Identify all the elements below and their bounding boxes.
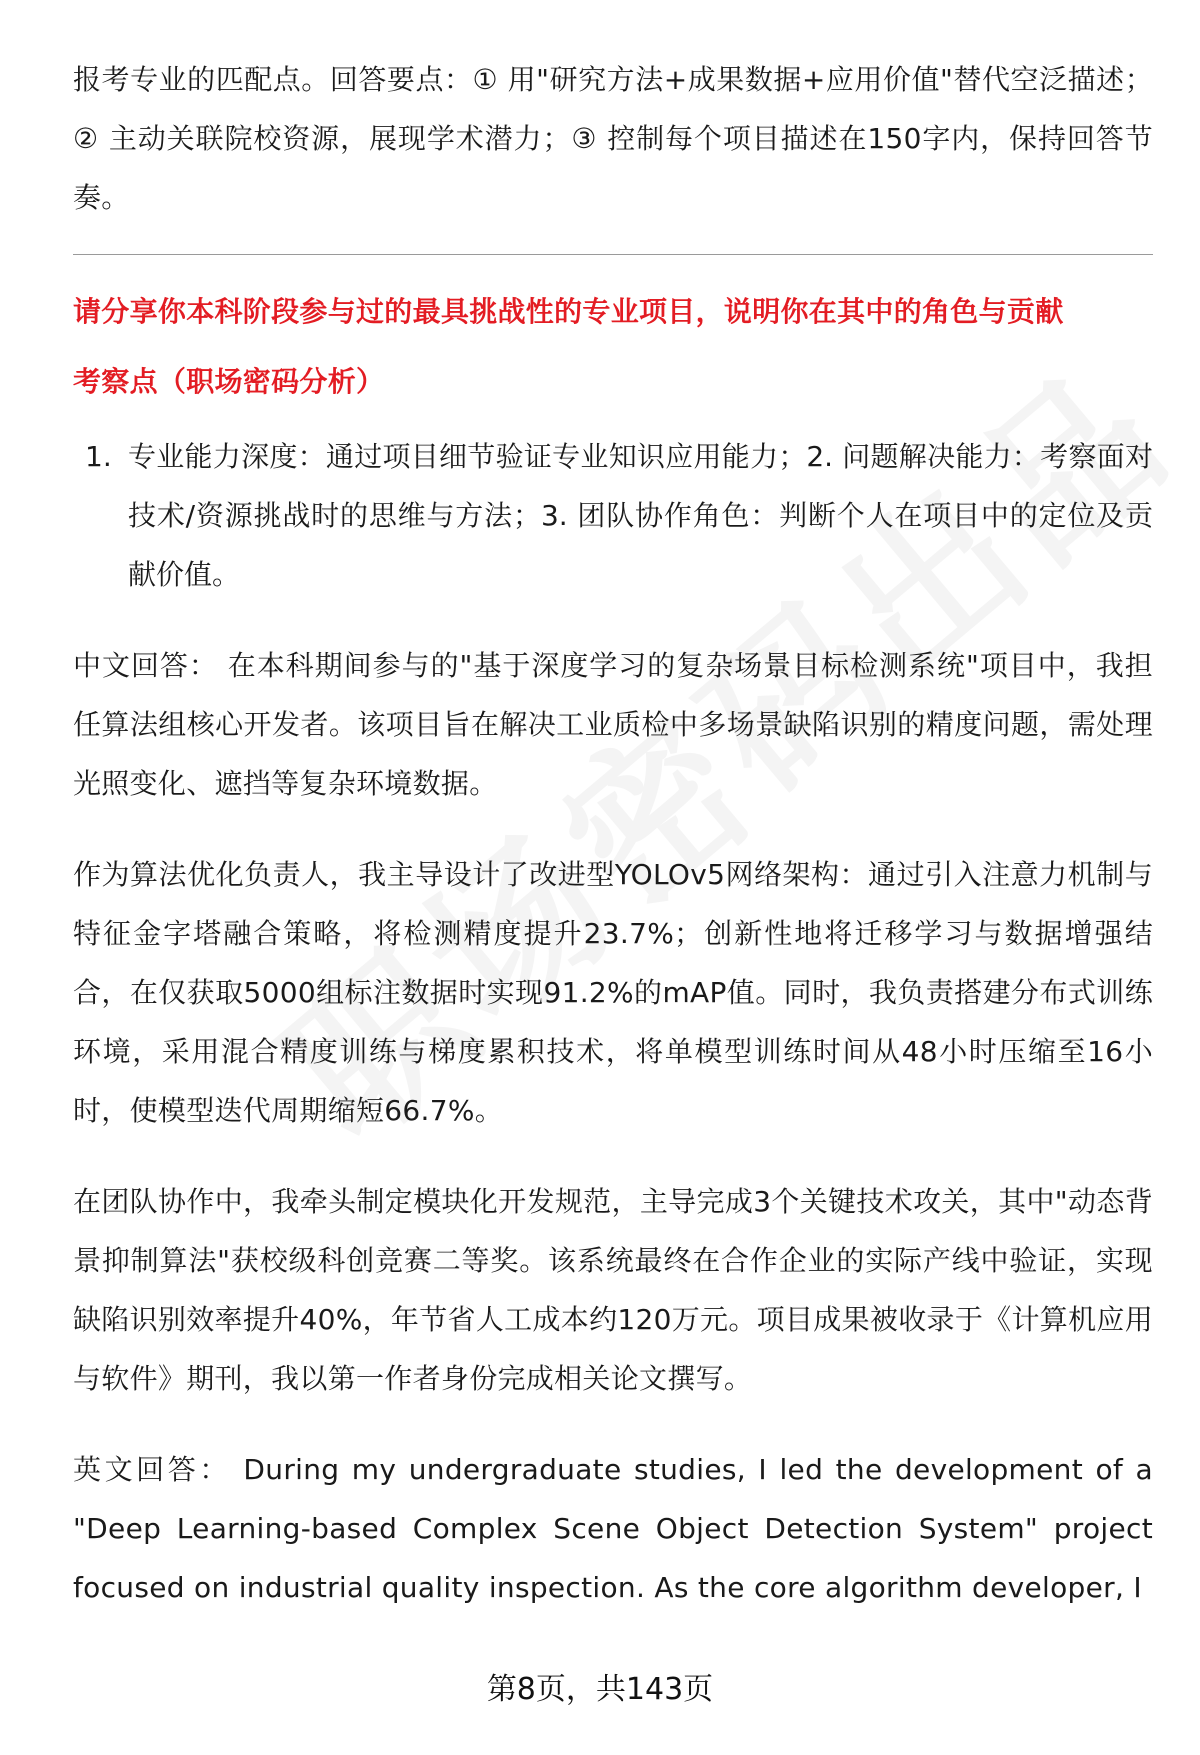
chinese-answer-paragraph-2: 作为算法优化负责人，我主导设计了改进型YOLOv5网络架构：通过引入注意力机制与特征金字塔融合策略，将检测精度提升23.7%；创新性地将迁移学习与数据增强结合，在仅获取5000组标注数据时实现91.2%的mAP值。同时，我负责搭建分布式训练环境，采用混合精度训练与梯度累积技术，将单模型训练时间从48小时压缩至16小时，使模型迭代周期缩短66.7%。 xyxy=(73,858,1153,1127)
page-number: 第8页，共143页 xyxy=(486,1672,714,1707)
question-title: 请分享你本科阶段参与过的最具挑战性的专业项目，说明你在其中的角色与贡献 xyxy=(73,295,1064,328)
list-item xyxy=(73,427,1153,604)
section-divider xyxy=(73,254,1153,255)
english-answer-paragraph-1: 英文回答： During my undergraduate studies, I led the development of a "Deep Learning-based Complex Scene Object Detection System" project focused on industrial quality inspection. As the core algorithm developer, I xyxy=(73,1453,1153,1604)
question-subtitle: 考察点（职场密码分析） xyxy=(73,365,385,398)
list-item-text: 专业能力深度：通过项目细节验证专业知识应用能力；2. 问题解决能力：考察面对技术/资源挑战时的思维与方法；3. 团队协作角色：判断个人在项目中的定位及贡献价值。 xyxy=(128,440,1153,591)
document-page xyxy=(73,50,1153,1617)
list-item-number: 1. xyxy=(85,440,112,473)
chinese-answer-paragraph-3: 在团队协作中，我牵头制定模块化开发规范，主导完成3个关键技术攻关，其中"动态背景抑制算法"获校级科创竞赛二等奖。该系统最终在合作企业的实际产线中验证，实现缺陷识别效率提升40%，年节省人工成本约120万元。项目成果被收录于《计算机应用与软件》期刊，我以第一作者身份完成相关论文撰写。 xyxy=(73,1185,1153,1395)
assessment-points-list xyxy=(73,427,1153,604)
chinese-answer-paragraph-1: 中文回答： 在本科期间参与的"基于深度学习的复杂场景目标检测系统"项目中，我担任算法组核心开发者。该项目旨在解决工业质检中多场景缺陷识别的精度问题，需处理光照变化、遮挡等复杂环境数据。 xyxy=(73,649,1153,800)
intro-paragraph: 报考专业的匹配点。回答要点：① 用"研究方法+成果数据+应用价值"替代空泛描述；② 主动关联院校资源，展现学术潜力；③ 控制每个项目描述在150字内，保持回答节奏。 xyxy=(73,63,1153,214)
